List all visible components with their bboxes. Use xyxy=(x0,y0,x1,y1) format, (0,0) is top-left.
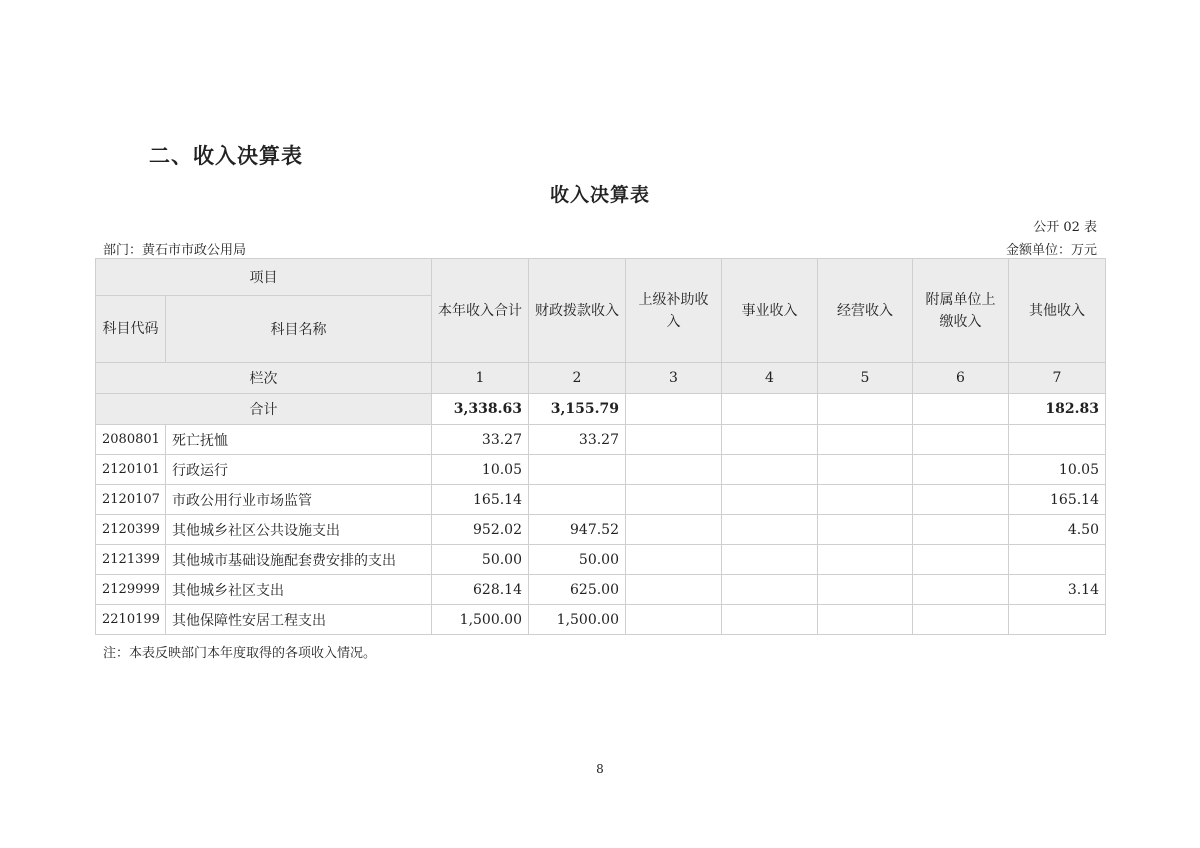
header-col-6: 附属单位上缴收入 xyxy=(913,259,1009,363)
row-value xyxy=(722,575,818,605)
header-col-5: 经营收入 xyxy=(818,259,913,363)
column-number: 4 xyxy=(722,363,818,394)
column-number: 6 xyxy=(913,363,1009,394)
income-table xyxy=(95,258,1106,635)
table-row xyxy=(96,515,1106,545)
header-col-7: 其他收入 xyxy=(1009,259,1106,363)
row-value: 1,500.00 xyxy=(529,605,626,635)
row-value: 33.27 xyxy=(432,425,529,455)
row-value xyxy=(626,455,722,485)
row-code: 2120101 xyxy=(96,455,166,485)
column-number: 5 xyxy=(818,363,913,394)
row-name: 市政公用行业市场监管 xyxy=(166,485,432,515)
row-value: 1,500.00 xyxy=(432,605,529,635)
table-row xyxy=(96,455,1106,485)
header-item: 项目 xyxy=(96,259,432,296)
row-value xyxy=(722,545,818,575)
row-value: 10.05 xyxy=(1009,455,1106,485)
row-name: 其他城市基础设施配套费安排的支出 xyxy=(166,545,432,575)
row-code: 2120107 xyxy=(96,485,166,515)
row-name: 行政运行 xyxy=(166,455,432,485)
row-value xyxy=(626,485,722,515)
header-col-4: 事业收入 xyxy=(722,259,818,363)
section-heading: 二、收入决算表 xyxy=(149,144,303,168)
row-code: 2120399 xyxy=(96,515,166,545)
row-code: 2121399 xyxy=(96,545,166,575)
row-value xyxy=(529,485,626,515)
row-value: 165.14 xyxy=(432,485,529,515)
row-name: 其他城乡社区公共设施支出 xyxy=(166,515,432,545)
row-value: 33.27 xyxy=(529,425,626,455)
row-value xyxy=(626,575,722,605)
row-value xyxy=(722,455,818,485)
row-name: 其他保障性安居工程支出 xyxy=(166,605,432,635)
row-value xyxy=(818,425,913,455)
row-value xyxy=(818,575,913,605)
total-value: 3,338.63 xyxy=(432,394,529,425)
table-note: 注：本表反映部门本年度取得的各项收入情况。 xyxy=(103,646,377,661)
row-value xyxy=(626,605,722,635)
row-value xyxy=(722,605,818,635)
total-value xyxy=(626,394,722,425)
page-number: 8 xyxy=(596,762,604,776)
department-label: 部门：黄石市市政公用局 xyxy=(103,243,247,258)
table-row xyxy=(96,545,1106,575)
header-name: 科目名称 xyxy=(166,296,432,363)
total-value: 3,155.79 xyxy=(529,394,626,425)
row-value xyxy=(722,515,818,545)
row-code: 2129999 xyxy=(96,575,166,605)
row-value xyxy=(913,575,1009,605)
row-value xyxy=(529,455,626,485)
row-value xyxy=(1009,605,1106,635)
row-value: 10.05 xyxy=(432,455,529,485)
row-value xyxy=(818,485,913,515)
row-value xyxy=(818,605,913,635)
row-name: 死亡抚恤 xyxy=(166,425,432,455)
total-label: 合计 xyxy=(96,394,432,425)
row-value xyxy=(913,425,1009,455)
row-value xyxy=(818,455,913,485)
row-value xyxy=(626,545,722,575)
column-number: 3 xyxy=(626,363,722,394)
header-col-1: 本年收入合计 xyxy=(432,259,529,363)
table-row xyxy=(96,425,1106,455)
total-value xyxy=(818,394,913,425)
row-value xyxy=(818,545,913,575)
row-value xyxy=(1009,545,1106,575)
column-number: 1 xyxy=(432,363,529,394)
row-value: 947.52 xyxy=(529,515,626,545)
header-code: 科目代码 xyxy=(96,296,166,363)
unit-label: 金额单位：万元 xyxy=(1005,243,1097,258)
column-number: 2 xyxy=(529,363,626,394)
row-value xyxy=(913,455,1009,485)
row-code: 2210199 xyxy=(96,605,166,635)
header-col-2: 财政拨款收入 xyxy=(529,259,626,363)
row-value: 4.50 xyxy=(1009,515,1106,545)
total-value xyxy=(722,394,818,425)
table-title: 收入决算表 xyxy=(549,184,650,206)
row-value: 50.00 xyxy=(529,545,626,575)
total-value: 182.83 xyxy=(1009,394,1106,425)
table-row xyxy=(96,605,1106,635)
row-value xyxy=(722,485,818,515)
header-column-number-label: 栏次 xyxy=(96,363,432,394)
row-value xyxy=(913,485,1009,515)
row-value: 50.00 xyxy=(432,545,529,575)
row-value: 3.14 xyxy=(1009,575,1106,605)
total-row xyxy=(96,394,1106,425)
row-value xyxy=(913,605,1009,635)
total-value xyxy=(913,394,1009,425)
row-code: 2080801 xyxy=(96,425,166,455)
row-value: 628.14 xyxy=(432,575,529,605)
row-value xyxy=(913,515,1009,545)
header-col-3: 上级补助收入 xyxy=(626,259,722,363)
row-value xyxy=(626,515,722,545)
column-number: 7 xyxy=(1009,363,1106,394)
row-value xyxy=(818,515,913,545)
row-value xyxy=(722,425,818,455)
table-row xyxy=(96,575,1106,605)
row-value: 952.02 xyxy=(432,515,529,545)
form-code: 公开 02 表 xyxy=(1033,220,1097,235)
row-name: 其他城乡社区支出 xyxy=(166,575,432,605)
table-row xyxy=(96,485,1106,515)
row-value: 165.14 xyxy=(1009,485,1106,515)
row-value xyxy=(626,425,722,455)
row-value xyxy=(1009,425,1106,455)
row-value: 625.00 xyxy=(529,575,626,605)
row-value xyxy=(913,545,1009,575)
